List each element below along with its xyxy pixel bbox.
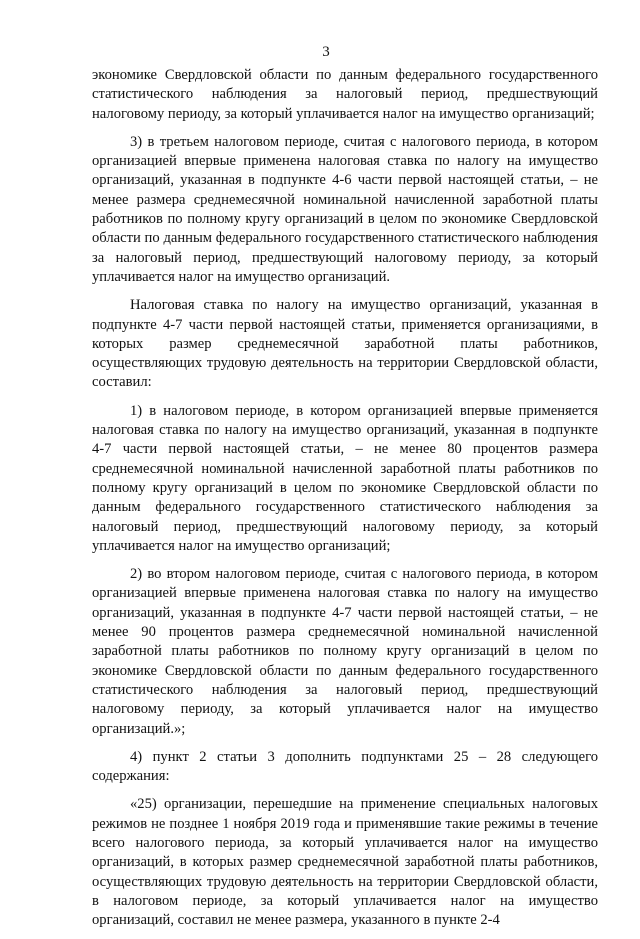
document-body — [92, 66, 598, 939]
paragraph-continuation: экономике Свердловской области по данным федерального государственного статистического наблюдения за налоговый период, предшествующий налоговому периоду, за который уплачивается налог на имущество организаций; — [92, 67, 598, 122]
paragraph-item-2: 2) во втором налоговом периоде, считая с налогового периода, в котором организацией впервые применена налоговая ставка по налогу на имущество организаций, указанная в подпункте 4-7 части первой настоящей статьи, – не менее 90 процентов размера среднемесячной номинальной начисленной заработной платы работников по полному кругу организаций в целом по экономике Свердловской области по данным федерального государственного статистического наблюдения за налоговый период, предшествующий налоговому периоду, за который уплачивается налог на имущество организаций.»; — [92, 566, 598, 737]
paragraph-subitem-25: «25) организации, перешедшие на применение специальных налоговых режимов не позднее 1 ноября 2019 года и применявшие такие режимы в течение всего налогового периода, за который уплачивается налог на имущество организаций, в которых размер среднемесячной заработной платы работников, осуществляющих трудовую деятельность на территории Свердловской области, в налоговом периоде, за который уплачивается налог на имущество организаций, составил не менее размера, указанного в пункте 2-4 — [92, 796, 598, 929]
paragraph-item-4-amendment: 4) пункт 2 статьи 3 дополнить подпунктами 25 – 28 следующего содержания: — [92, 748, 598, 785]
paragraph-tax-rate-conditions: Налоговая ставка по налогу на имущество организаций, указанная в подпункте 4-7 части первой настоящей статьи, применяется организациями, в которых размер среднемесячной заработной платы работников, осуществляющих трудовую деятельность на территории Свердловской области, составил: — [92, 297, 598, 391]
paragraph-item-3: 3) в третьем налоговом периоде, считая с налогового периода, в котором организацией впервые применена налоговая ставка по налогу на имущество организаций, указанная в подпункте 4-6 части первой настоящей статьи, – не менее размера среднемесячной номинальной начисленной заработной платы работников по полному кругу организаций в целом по экономике Свердловской области по данным федерального государственного статистического наблюдения за налоговый период, предшествующий налоговому периоду, за который уплачивается налог на имущество организаций. — [92, 133, 598, 285]
paragraph-item-1: 1) в налоговом периоде, в котором организацией впервые применяется налоговая ставка по налогу на имущество организаций, указанная в подпункте 4-7 части первой настоящей статьи, – не менее 80 процентов размера среднемесячной номинальной начисленной заработной платы работников по полному кругу организаций в целом по экономике Свердловской области по данным федерального государственного статистического наблюдения за налоговый период, предшествующий налоговому периоду, за который уплачивается налог на имущество организаций; — [92, 402, 598, 554]
page-number: 3 — [322, 44, 330, 60]
